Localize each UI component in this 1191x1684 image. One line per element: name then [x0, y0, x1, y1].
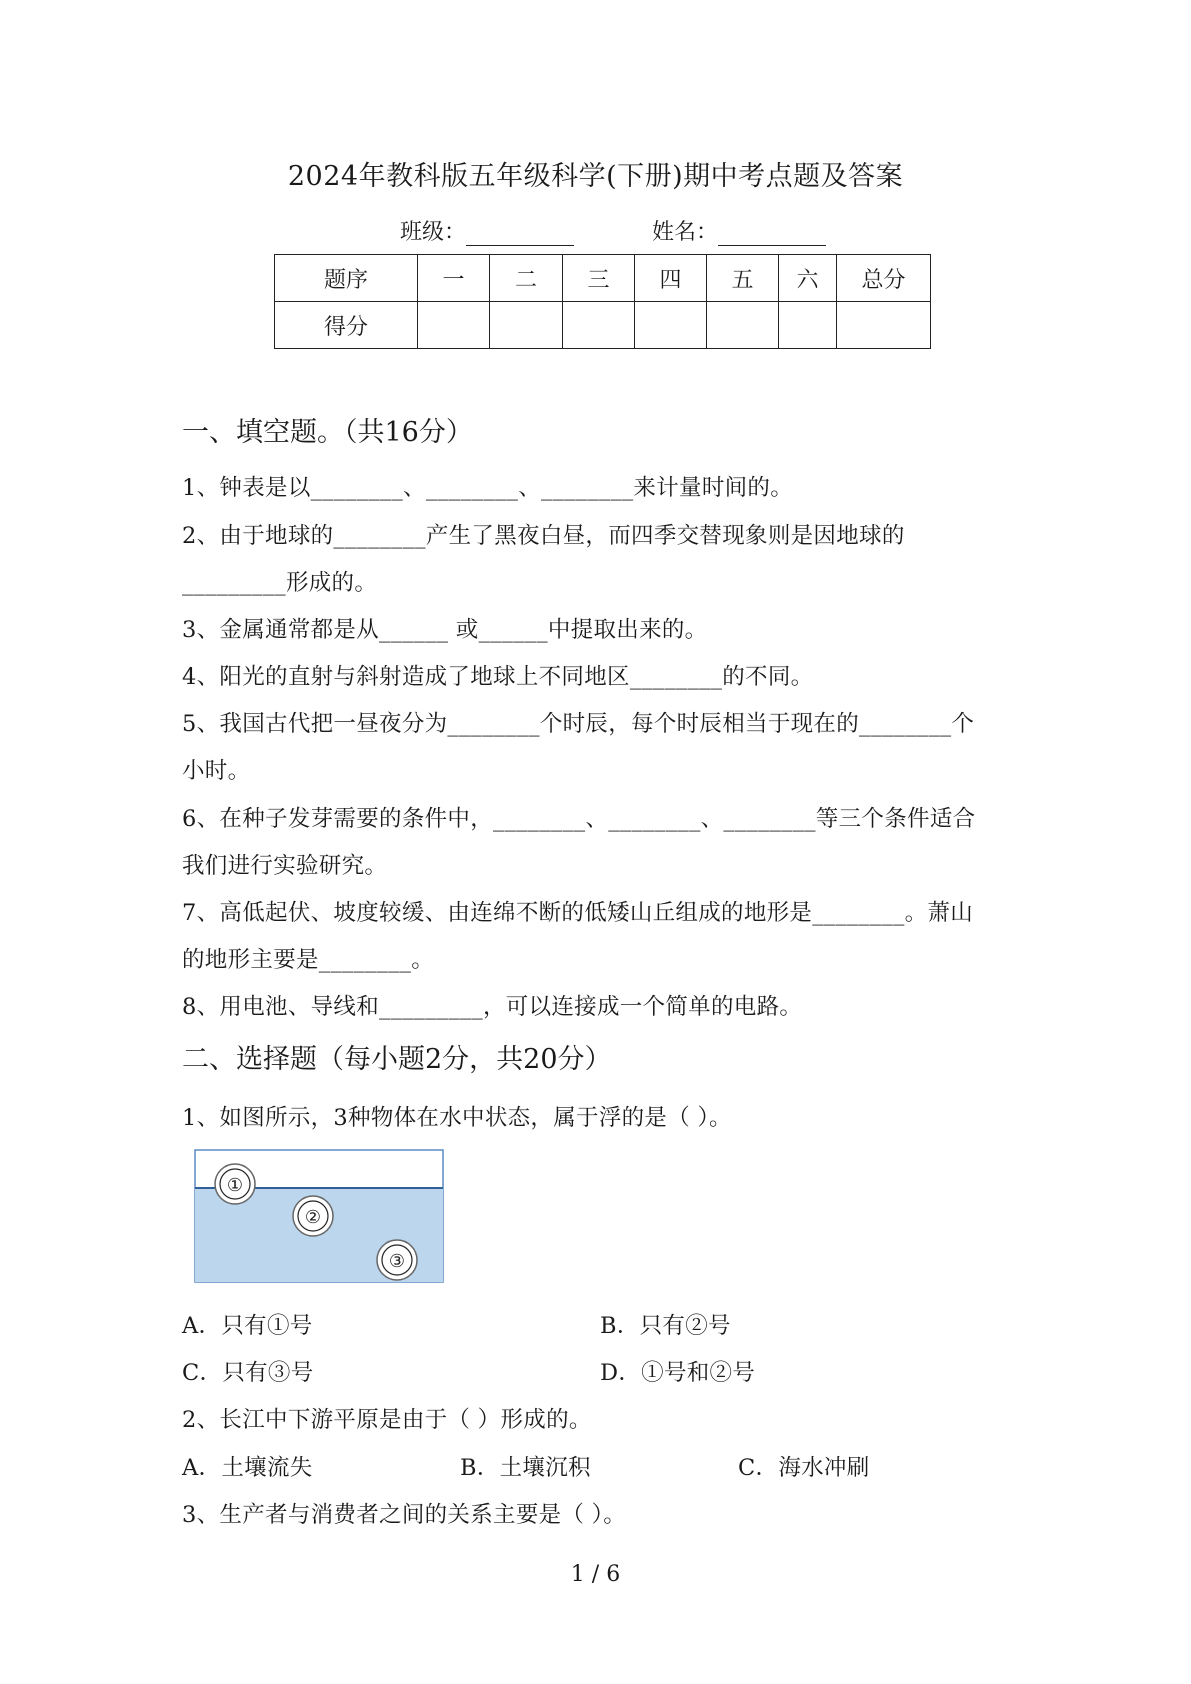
- score-cell[interactable]: [837, 302, 931, 349]
- page-number: 1 / 6: [570, 1562, 621, 1587]
- score-row-label: 得分: [275, 302, 418, 349]
- question-line: 8、用电池、导线和_________，可以连接成一个简单的电路。: [182, 994, 803, 1020]
- header-cell: 总分: [837, 255, 931, 302]
- question-2-stem: 2、长江中下游平原是由于（ ）形成的。: [182, 1407, 592, 1433]
- object-3: [377, 1240, 417, 1280]
- object-3-label: ③: [388, 1251, 406, 1272]
- question-line: 的地形主要是________。: [182, 947, 435, 973]
- class-blank[interactable]: [466, 223, 574, 246]
- question-line: 4、阳光的直射与斜射造成了地球上不同地区________的不同。: [182, 664, 814, 690]
- score-cell[interactable]: [779, 302, 837, 349]
- score-cell[interactable]: [635, 302, 707, 349]
- score-cell[interactable]: [418, 302, 490, 349]
- header-cell: 五: [707, 255, 779, 302]
- object-1-label: ①: [226, 1175, 244, 1196]
- question-line: 5、我国古代把一昼夜分为________个时辰，每个时辰相当于现在的________个: [182, 711, 975, 737]
- question-3-stem: 3、生产者与消费者之间的关系主要是（ ）。: [182, 1502, 627, 1528]
- question-line: _________形成的。: [182, 570, 378, 596]
- floating-objects-figure: [193, 1148, 445, 1288]
- score-table-header-row: [275, 255, 931, 302]
- question-1-stem: 1、如图所示，3种物体在水中状态，属于浮的是（ ）。: [182, 1105, 732, 1131]
- section2-heading: 二、选择题（每小题2分，共20分）: [182, 1044, 612, 1075]
- class-field[interactable]: [400, 215, 574, 246]
- option-b[interactable]: B．土壤沉积: [460, 1455, 591, 1481]
- header-cell: 二: [490, 255, 563, 302]
- object-2-label: ②: [304, 1207, 322, 1228]
- question-line: 1、钟表是以________、________、________来计量时间的。: [182, 475, 794, 501]
- name-field[interactable]: [652, 215, 826, 246]
- question-line: 我们进行实验研究。: [182, 853, 388, 879]
- option-a[interactable]: A．土壤流失: [182, 1455, 313, 1481]
- header-cell: 四: [635, 255, 707, 302]
- question-line: 7、高低起伏、坡度较缓、由连绵不断的低矮山丘组成的地形是________。萧山: [182, 900, 974, 926]
- score-cell[interactable]: [563, 302, 635, 349]
- option-d[interactable]: D．①号和②号: [600, 1360, 756, 1386]
- question-line: 3、金属通常都是从______ 或______中提取出来的。: [182, 617, 708, 643]
- question-line: 6、在种子发芽需要的条件中，________、________、________等三个条件适合: [182, 806, 976, 832]
- option-c[interactable]: C．只有③号: [182, 1360, 314, 1386]
- section1-heading: 一、填空题。（共16分）: [182, 417, 473, 448]
- document-title: 2024年教科版五年级科学(下册)期中考点题及答案: [287, 161, 904, 192]
- question-line: 2、由于地球的________产生了黑夜白昼，而四季交替现象则是因地球的: [182, 523, 905, 549]
- object-2: [293, 1196, 333, 1236]
- header-cell: 六: [779, 255, 837, 302]
- score-cell[interactable]: [490, 302, 563, 349]
- score-cell[interactable]: [707, 302, 779, 349]
- score-table: [274, 254, 931, 349]
- option-c[interactable]: C．海水冲刷: [738, 1455, 870, 1481]
- option-a[interactable]: A．只有①号: [182, 1313, 313, 1339]
- score-table-score-row: [275, 302, 931, 349]
- option-b[interactable]: B．只有②号: [600, 1313, 731, 1339]
- header-cell: 一: [418, 255, 490, 302]
- header-cell: 题序: [275, 255, 418, 302]
- object-1: [215, 1164, 255, 1204]
- header-cell: 三: [563, 255, 635, 302]
- name-blank[interactable]: [718, 223, 826, 246]
- class-label: 班级：: [400, 220, 467, 245]
- name-label: 姓名：: [652, 220, 719, 245]
- question-line: 小时。: [182, 758, 251, 784]
